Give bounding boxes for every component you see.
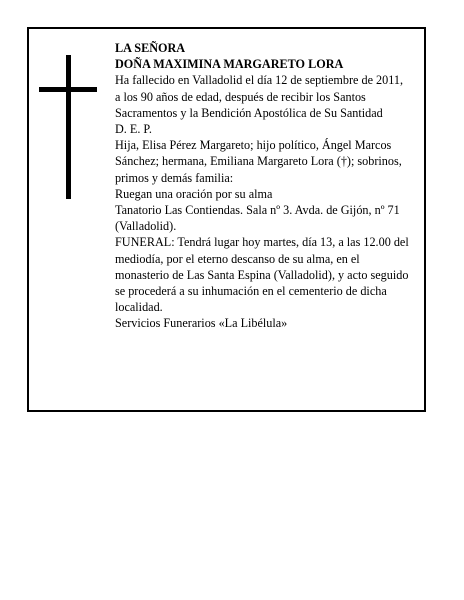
obituary-notice [27, 27, 426, 412]
deceased-name: DOÑA MAXIMINA MARGARETO LORA [115, 57, 344, 72]
death-announcement: Ha fallecido en Valladolid el día 12 de septiembre de 2011, a los 90 años de edad, después de recibir los Santos Sacramentos y la Bendición Apostólica de Su Santidad [115, 73, 404, 120]
obituary-text [115, 40, 411, 332]
funeral-services-provider: Servicios Funerarios «La Libélula» [115, 316, 288, 331]
latin-cross-icon [39, 55, 97, 199]
funeral-home-location: Tanatorio Las Contiendas. Sala nº 3. Avda. de Gijón, nº 71 (Valladolid). [115, 203, 400, 234]
family-list: Hija, Elisa Pérez Margareto; hijo político, Ángel Marcos Sánchez; hermana, Emiliana Margareto Lora (†); sobrinos, primos y demás familia: [115, 138, 402, 185]
funeral-details: FUNERAL: Tendrá lugar hoy martes, día 13, a las 12.00 del mediodía, por el eterno descanso de su alma, en el monasterio de Las Santa Espina (Valladolid), y acto seguido se procederá a su inhumación en el cementerio de dicha localidad. [115, 235, 409, 315]
obituary-title: LA SEÑORA [115, 41, 186, 55]
rest-in-peace: D. E. P. [115, 122, 152, 137]
prayer-request: Ruegan una oración por su alma [115, 186, 273, 201]
